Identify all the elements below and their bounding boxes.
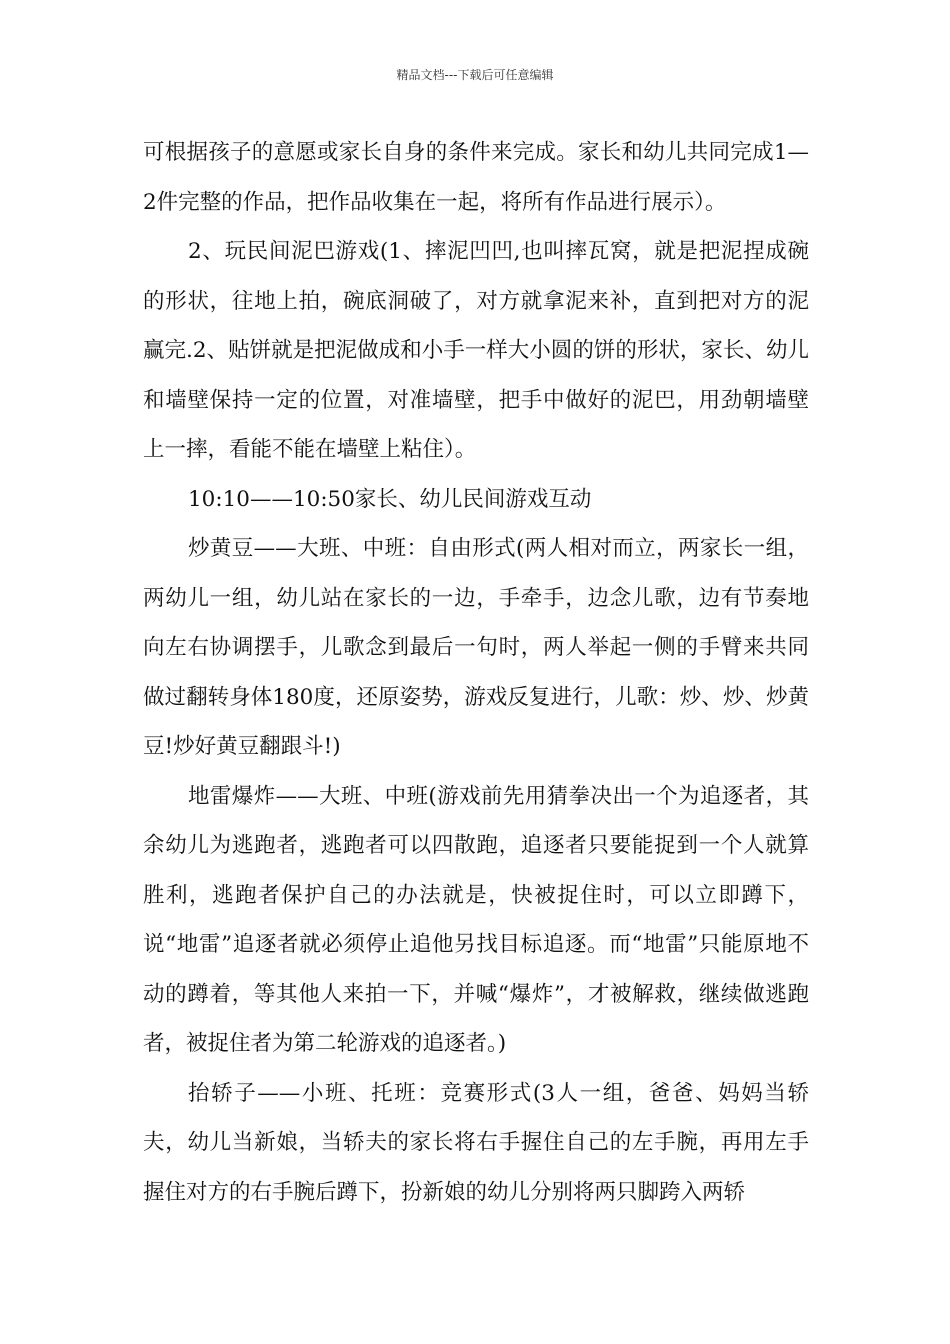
paragraph-2: 2、玩民间泥巴游戏(1、摔泥凹凹,也叫摔瓦窝，就是把泥捏成碗的形状，往地上拍，碗底洞破了，对方就拿泥来补，直到把对方的泥赢完.2、贴饼就是把泥做成和小手一样大小圆的饼的形状，家长、幼儿和墙壁保持一定的位置，对准墙壁，把手中做好的泥巴，用劲朝墙壁上一摔，看能不能在墙壁上粘住）。 bbox=[143, 239, 809, 462]
page-header: 精品文档---下载后可任意编辑 bbox=[396, 68, 554, 82]
paragraph-1: 可根据孩子的意愿或家长自身的条件来完成。家长和幼儿共同完成1—2件完整的作品，把作品收集在一起，将所有作品进行展示）。 bbox=[143, 140, 809, 215]
paragraph-4: 炒黄豆——大班、中班：自由形式(两人相对而立，两家长一组，两幼儿一组，幼儿站在家长的一边，手牵手，边念儿歌，边有节奏地向左右协调摆手，儿歌念到最后一句时，两人举起一侧的手臂来共同做过翻转身体180度，还原姿势，游戏反复进行，儿歌：炒、炒、炒黄豆!炒好黄豆翻跟斗!) bbox=[143, 536, 809, 759]
document-body bbox=[143, 128, 809, 1217]
paragraph-5: 地雷爆炸——大班、中班(游戏前先用猜拳决出一个为追逐者，其余幼儿为逃跑者，逃跑者可以四散跑，追逐者只要能捉到一个人就算胜利，逃跑者保护自己的办法就是，快被捉住时，可以立即蹲下，说“地雷”追逐者就必须停止追他另找目标追逐。而“地雷”只能原地不动的蹲着，等其他人来拍一下，并喊“爆炸”，才被解救，继续做逃跑者，被捉住者为第二轮游戏的追逐者。) bbox=[143, 783, 809, 1056]
paragraph-6: 抬轿子——小班、托班：竞赛形式(3人一组，爸爸、妈妈当轿夫，幼儿当新娘，当轿夫的家长将右手握住自己的左手腕，再用左手握住对方的右手腕后蹲下，扮新娘的幼儿分别将两只脚跨入两轿 bbox=[143, 1080, 809, 1205]
paragraph-3: 10:10——10:50家长、幼儿民间游戏互动 bbox=[188, 486, 592, 512]
